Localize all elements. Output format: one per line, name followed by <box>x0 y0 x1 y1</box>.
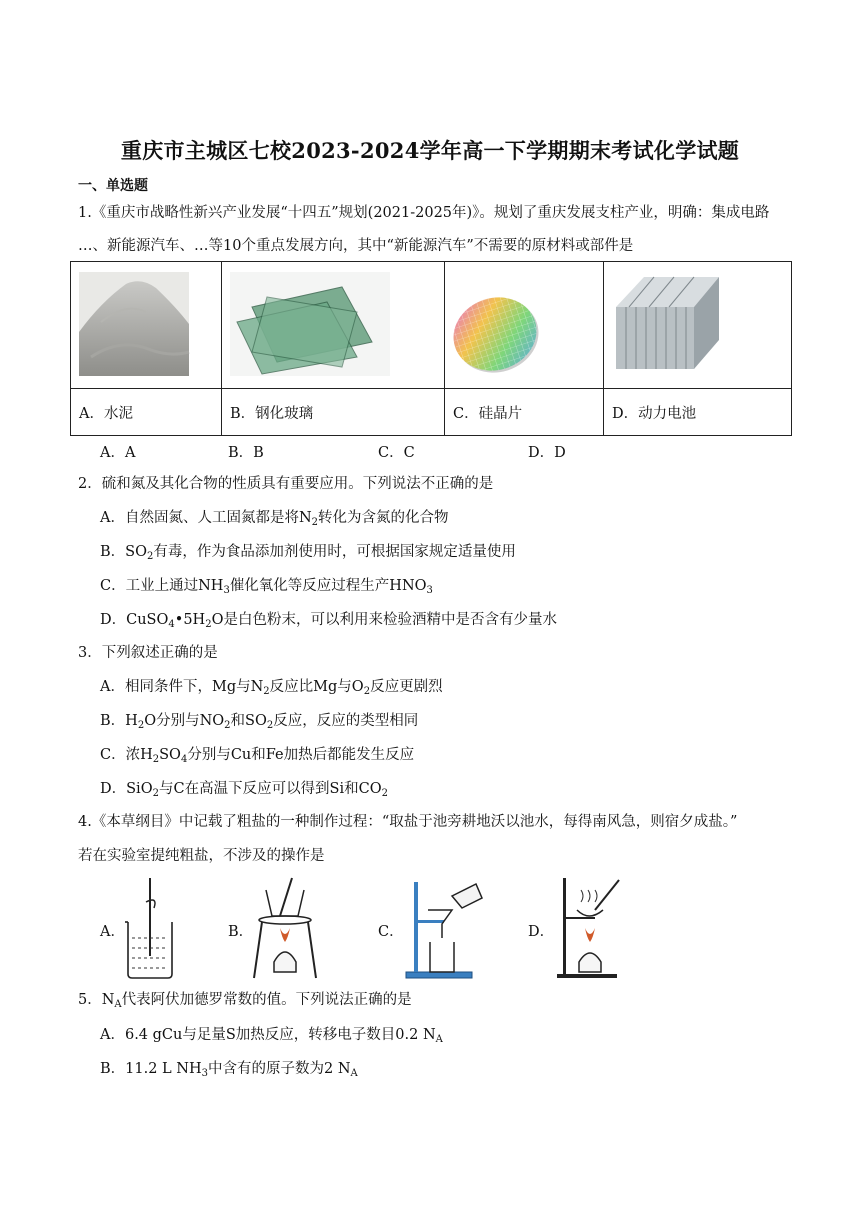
glass-image-cell <box>222 262 445 389</box>
q3-option-b: B．$H_2O$分别与$NO_2$和$SO_2$反应，反应的类型相同 <box>100 713 419 731</box>
q3-stem: 3．下列叙述正确的是 <box>78 645 218 661</box>
filtration-stand-icon <box>402 876 484 980</box>
q1-answer-c: C．C <box>378 445 415 461</box>
q1-option-c-cell <box>445 389 604 436</box>
q4-option-c-label: C． <box>378 924 404 940</box>
q1-answer-d: D．D <box>528 445 566 461</box>
battery-image-cell <box>604 262 792 389</box>
power-battery-image <box>604 262 791 384</box>
q4-stem-line1: 4.《本草纲目》中记载了粗盐的一种制作过程：“取盐于池旁耕地沃以池水，每得南风急，则宿夕成盐。” <box>78 814 738 830</box>
q1-answer-b: B．B <box>228 445 264 461</box>
q4-stem-line2: 若在实验室提纯粗盐，不涉及的操作是 <box>78 848 325 864</box>
crucible-heating-icon <box>555 876 625 980</box>
q1-option-a-cell <box>71 389 222 436</box>
wafer-image-cell <box>445 262 604 389</box>
q4-option-a-label: A． <box>100 924 125 940</box>
evaporation-tripod-icon <box>252 876 318 980</box>
q1-option-c-label: C．硅晶片 <box>453 405 523 422</box>
q3-option-d: D．SiO$_2$与C在高温下反应可以得到Si和$CO_2$ <box>100 781 388 799</box>
dissolving-beaker-icon <box>120 876 180 980</box>
q1-option-b-cell <box>222 389 445 436</box>
q1-option-b-label: B．钢化玻璃 <box>230 405 314 422</box>
q2-stem: 2．硫和氮及其化合物的性质具有重要应用。下列说法不正确的是 <box>78 476 494 492</box>
q5-stem: 5．$N_A$代表阿伏加德罗常数的值。下列说法正确的是 <box>78 992 412 1010</box>
q1-options-table <box>70 261 792 436</box>
page-title: 重庆市主城区七校2023-2024学年高一下学期期末考试化学试题 <box>120 138 740 163</box>
q3-option-a: A．相同条件下，Mg与$N_2$反应比Mg与$O_2$反应更剧烈 <box>100 679 443 697</box>
q1-option-a-label: A．水泥 <box>79 405 133 422</box>
cement-image-cell <box>71 262 222 389</box>
silicon-wafer-image <box>445 262 603 384</box>
q1-answer-a: A．A <box>100 445 136 461</box>
q2-option-b: B．$SO_2$有毒，作为食品添加剂使用时，可根据国家规定适量使用 <box>100 544 516 562</box>
q4-option-d-label: D． <box>528 924 555 940</box>
q1-option-d-label: D．动力电池 <box>612 405 697 422</box>
q1-option-d-cell <box>604 389 792 436</box>
section-heading: 一、单选题 <box>78 178 148 194</box>
q2-option-c: C．工业上通过$NH_3$催化氧化等反应过程生产$HNO_3$ <box>100 578 433 596</box>
tempered-glass-image <box>222 262 444 384</box>
q2-option-d: D．$CuSO_4•5H_2O$是白色粉末，可以利用来检验酒精中是否含有少量水 <box>100 612 557 630</box>
q5-option-a: A．6.4 gCu与足量S加热反应，转移电子数目0.2 $N_A$ <box>100 1027 443 1045</box>
q4-option-b-label: B． <box>228 924 254 940</box>
q2-option-a: A．自然固氮、人工固氮都是将$N_2$转化为含氮的化合物 <box>100 510 449 528</box>
q5-option-b: B．11.2 L $NH_3$中含有的原子数为2 $N_A$ <box>100 1061 358 1079</box>
q1-stem-line1: 1.《重庆市战略性新兴产业发展“十四五”规划(2021-2025年)》。规划了重庆发展支柱产业，明确：集成电路 <box>78 205 770 221</box>
q1-stem-line2: …、新能源汽车、…等10个重点发展方向，其中“新能源汽车”不需要的原材料或部件是 <box>78 238 634 254</box>
q3-option-c: C．浓$H_2SO_4$分别与Cu和Fe加热后都能发生反应 <box>100 747 415 765</box>
cement-powder-image <box>71 262 221 384</box>
